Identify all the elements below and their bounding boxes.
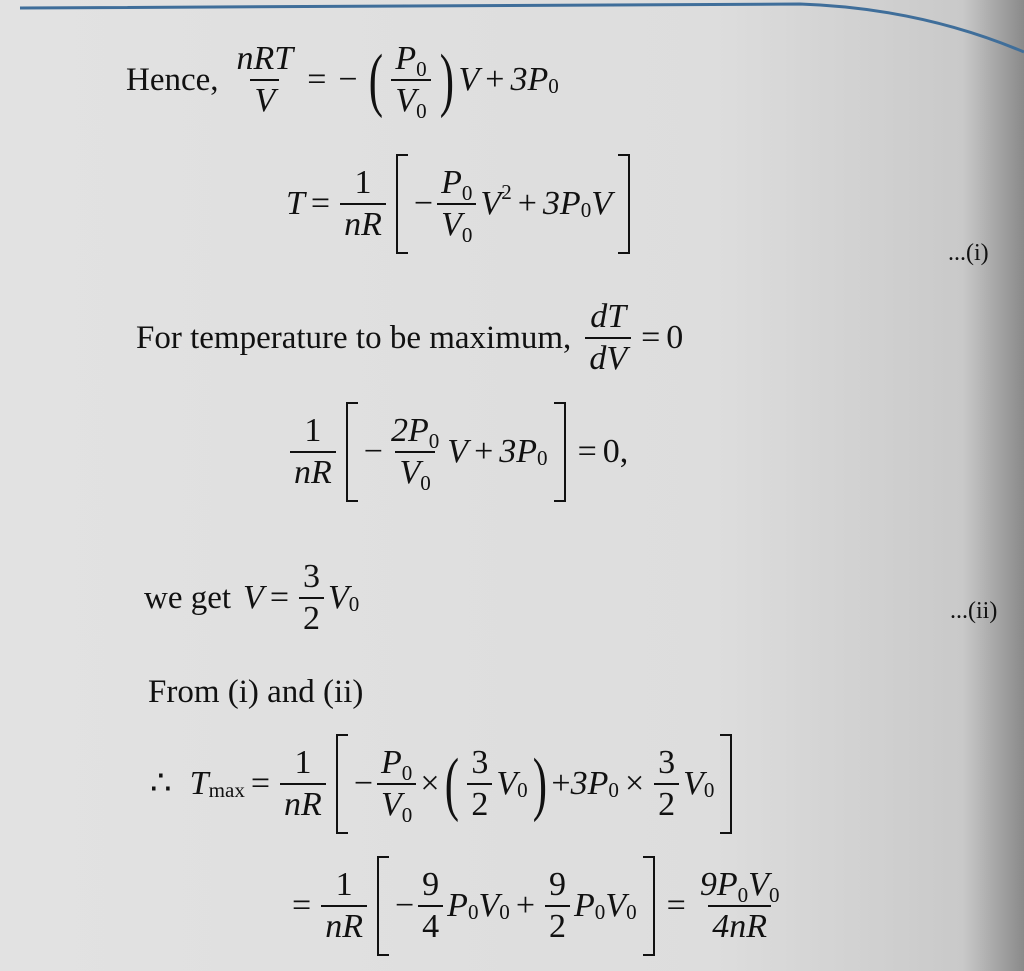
equation-Tmax: ∴ T max = $\frac{1}{nR}$ − $\frac{P0}{V0}$ × ( $\frac{3}{2}$ V 0 ) + 3P 0 × $\frac{3}{2}$ V 0 <box>150 734 738 834</box>
equation-T: T = $\frac{1}{nR}$ − $\frac{P0}{V0}$ V 2 + 3P 0 V <box>286 154 636 254</box>
equation-Tmax-result: = $\frac{1}{nR}$ − $\frac{9}{4}$ P 0 V 0 + $\frac{9}{2}$ P 0 V 0 = $\frac{9P0V0}{4nR}$ <box>286 856 788 956</box>
fraction-dT-over-dV: $\frac{dT}{dV}$ <box>585 300 631 376</box>
fraction-1-over-nR: $\frac{1}{nR}$ <box>340 166 386 242</box>
equation-max-condition: For temperature to be maximum, $\frac{dT}{dV}$ = 0 <box>136 298 684 377</box>
right-bracket <box>618 154 630 254</box>
fraction-final-result: $\frac{9P0V0}{4nR}$ <box>699 866 780 945</box>
fraction-P0-over-V0: $\frac{P0}{V0}$ <box>391 42 430 118</box>
equation-hence: Hence, $\frac{\text{nRT}}{V}$ = − ( $\frac{P0}{V0}$ ) V + 3P 0 <box>126 40 559 123</box>
from-text: From (i) and (ii) <box>148 674 364 710</box>
equation-tag-ii: ...(ii) <box>950 598 998 624</box>
hence-text: Hence, <box>126 61 219 98</box>
left-bracket <box>396 154 408 254</box>
equation-tag-i: ...(i) <box>948 240 989 266</box>
fraction-nRT-over-V: $\frac{\text{nRT}}{V}$ <box>236 40 294 119</box>
equation-V-result: we get V = $\frac{3}{2}$ V 0 <box>144 558 360 637</box>
equation-derivative: $\frac{1}{nR}$ − $\frac{2P0}{V0}$ V + 3P 0 = 0 , <box>286 402 628 502</box>
